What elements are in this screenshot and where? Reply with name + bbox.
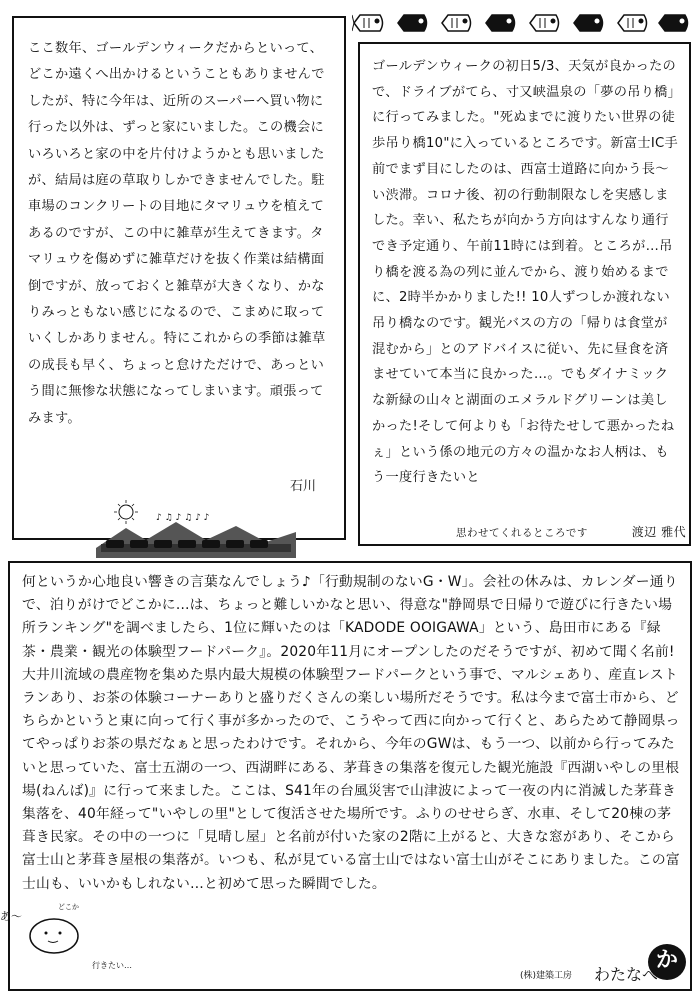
koinobori-icon xyxy=(440,12,474,34)
koinobori-icon xyxy=(396,12,430,34)
svg-text:♪ ♫ ♪ ♫ ♪ ♪: ♪ ♫ ♪ ♫ ♪ ♪ xyxy=(156,513,210,523)
right-column-signature-name: 渡辺 雅代 xyxy=(631,525,687,539)
face-doodle-icon xyxy=(20,908,90,958)
right-column-signature xyxy=(456,523,686,540)
brand-logo-text: わたなべ xyxy=(594,965,659,984)
left-column-text: ここ数年、ゴールデンウィークだからといって、どこか遠くへ出かけるということもありませんでしたが、特に今年は、近所のスーパーへ買い物に行った以外は、ずっと家にいました。この機会にいろいろと家の中を片付けようかとも思いましたが、結局は庭の草取りしかできませんでした。駐車場のコンクリートの目地にタマリュウを植えてあるのですが、この中に雑草が生えてきます。タマリュウを傷めずに雑草だけを抜く作業は結構面倒ですが、放っておくと雑草が大きくなり、かなりみっともない感じになるので、こまめに取っていくしかありません。特にこれからの季節は雑草の成長も早く、ちょっと怠けただけで、あっという間に無惨な状態になってしまいます。頑張ってみます。 xyxy=(28,41,326,426)
right-column-text: ゴールデンウィークの初日5/3、天気が良かったので、ドライブがてら、寸又峡温泉の「夢の吊り橋」に行ってみました。"死ぬまでに渡りたい世界の徒歩吊り橋10"に入っているところです。新富士IC手前でまず目にしたのは、西富士道路に向かう長～い渋滞。コロナ後、初の行動制限なしを実感しました。幸い、私たちが向かう方向はすんなり通行でき予定通り、午前11時には到着。ところが…吊り橋を渡る為の列に並んでから、渡り始めるまでに、2時半かかりました!! 10人ずつしか渡れない吊り橋なのです。観光バスの方の「帰りは食堂が混むから」とのアドバイスに従い、先に昼食を済ませていて本当に良かった…。でもダイナミックな新緑の山々と湖面のエメラルドグリーンは美しかった!そして何よりも「お待たせして悪かったねぇ」という係の地元の方々の温かなお人柄は、もう一度行きたいと xyxy=(372,59,679,486)
face-doodle-text-bottom: 行きたい… xyxy=(92,961,132,970)
right-column-signature-line: 思わせてくれるところです xyxy=(456,527,588,539)
face-doodle-text-small: どこか xyxy=(58,903,79,911)
company-name: (株)建築工房 xyxy=(520,971,573,981)
koinobori-icon xyxy=(352,12,386,34)
koinobori-icon xyxy=(657,12,691,34)
koinobori-icon xyxy=(572,12,606,34)
koinobori-decoration-row xyxy=(352,8,692,38)
koinobori-icon xyxy=(616,12,650,34)
ka-badge: か xyxy=(648,944,686,980)
bottom-section-text: 何というか心地良い響きの言葉なんでしょう♪「行動規制のないG・W」。会社の休みは、カレンダー通りで、泊りがけでどこかに…は、ちょっと難しいかなと思い、得意な"静岡県で日帰りで遊びに行きたい場所ランキング"を調べましたら、1位に輝いたのは「KADODE OOIGAWA」という、島田市にある『緑茶・農業・観光の体験型フードパーク』。2020年11月にオープンしたのだそうですが、初めて聞く名前!大井川流域の農産物を集めた県内最大規模の体験型フードパークという事で、マルシェあり、産直レストランあり、お茶の体験コーナーありと盛りだくさんの楽しい場所だそうです。私は今まで富士市から、どちらかというと東に向って行く事が多かったので、こうやって西に向かって行くと、あらためて静岡県ってやっぱりお茶の県だなぁと思ったわけです。それから、今年のGWは、もう一つ、以前から行ってみたいと思っていた、富士五湖の一つ、西湖畔にある、茅葺きの集落を復元した観光施設『西湖いやしの里根場(ねんば)』に行って来ました。ここは、S41年の台風災害で山津波によって一夜の内に消滅した茅葺き集落を、40年経って"いやしの里"として復活させた場所です。ふりのせせらぎ、水車、そして20棟の茅葺き民家。その中の一つに「見晴し屋」と名前が付いた家の2階に上がると、大きな窓があり、そこから富士山と茅葺き屋根の集落が。いつも、私が見ている富士山ではない富士山がそこにありました。この富士山も、いいかもしれない…と初めて思った瞬間でした。 xyxy=(22,574,680,892)
koinobori-icon xyxy=(484,12,518,34)
right-column-box xyxy=(358,42,691,546)
left-column-box xyxy=(12,16,346,540)
koinobori-icon xyxy=(528,12,562,34)
bottom-section-box xyxy=(8,561,692,991)
left-column-signature: 石川 xyxy=(289,479,316,494)
face-doodle-text-top: あ〜 xyxy=(0,910,22,923)
landscape-illustration-icon xyxy=(96,498,296,558)
